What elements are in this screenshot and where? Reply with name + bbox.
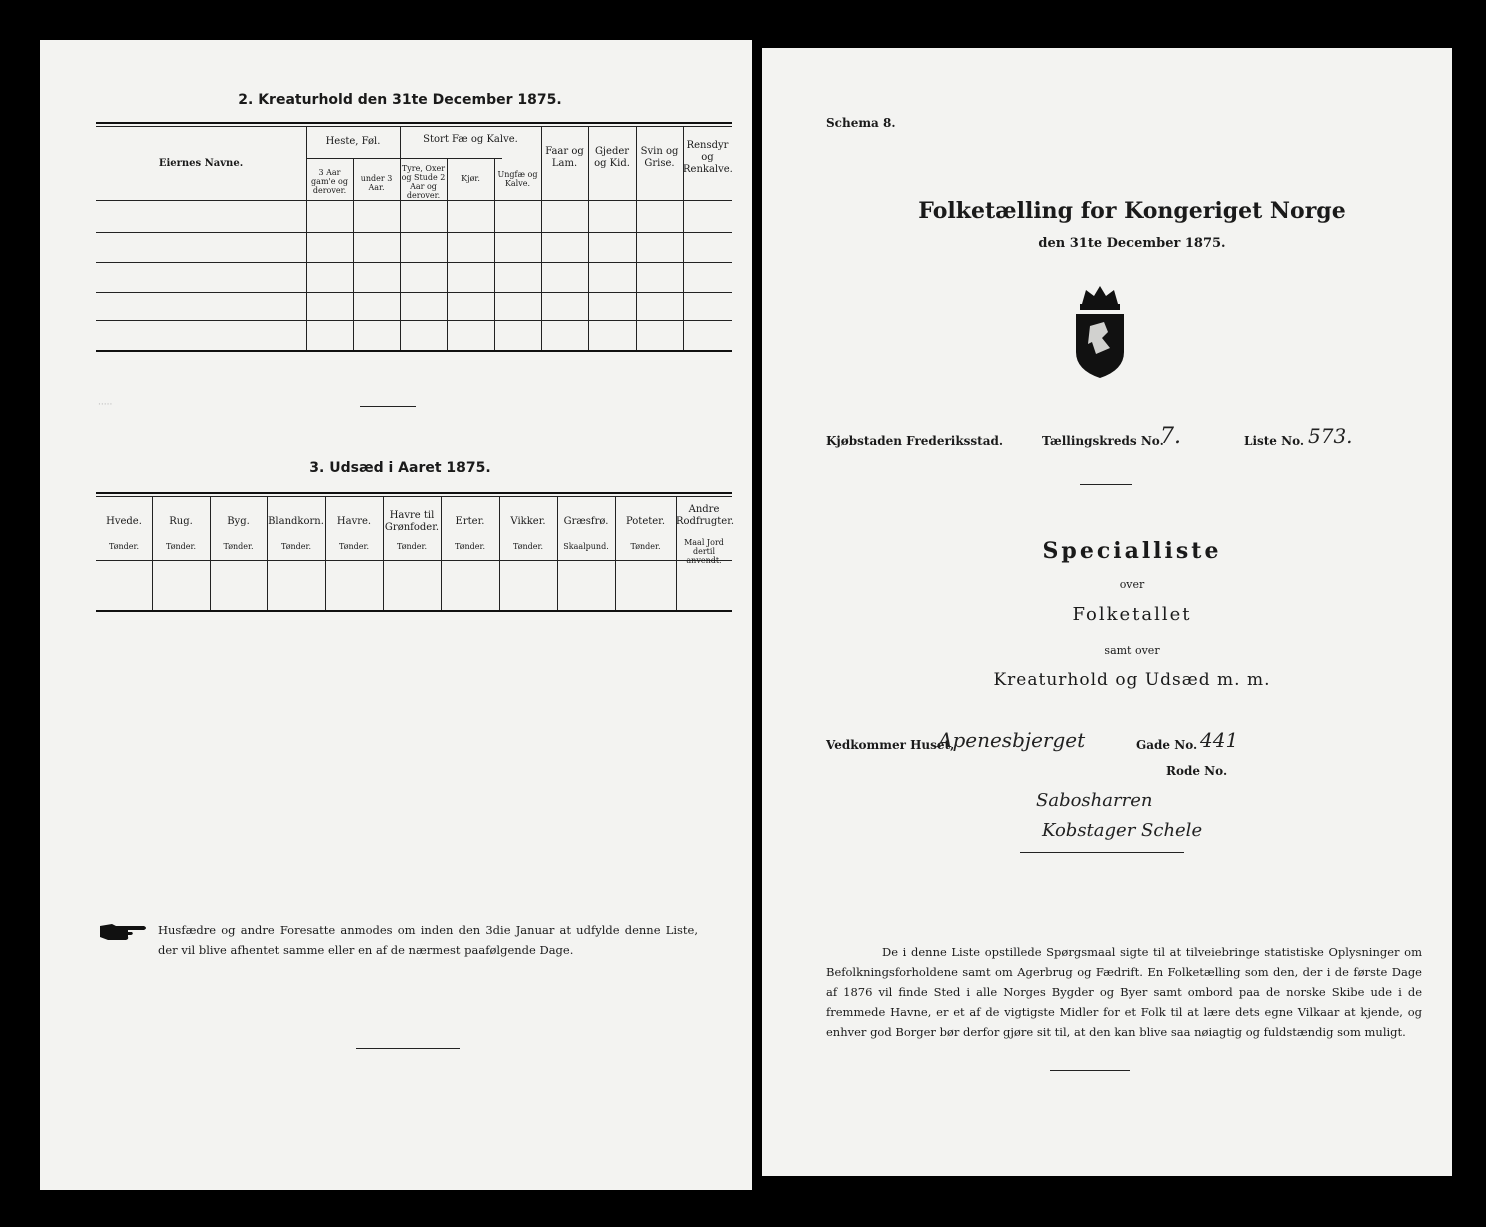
house-number: 441: [1200, 728, 1239, 752]
col-havre: Havre.: [336, 516, 372, 527]
reindeer-header: Rensdyr og Renkalve.: [683, 140, 733, 175]
handwritten-line-1: Sabosharren: [1036, 790, 1153, 811]
col-graesfro: Græsfrø.: [563, 516, 609, 527]
district-label: Tællingskreds No.: [1042, 434, 1164, 448]
house-street: Apenesbjerget: [938, 728, 1086, 752]
col-havre-gronfoder: Havre til Grønfoder.: [384, 510, 440, 533]
col-blandkorn-unit: Tønder.: [280, 542, 312, 551]
notice-text: Husfædre og andre Foresatte anmodes om inden den 3die Januar at udfylde denne Liste, der vil blive afhentet samme eller en af de nærmest paafølgende Dage.: [158, 923, 698, 957]
pointing-hand-icon: [98, 920, 150, 942]
municipality-label: Kjøbstaden Frederiksstad.: [826, 434, 1004, 448]
date-line: den 31te December 1875.: [1038, 236, 1226, 251]
col-hvede: Hvede.: [106, 516, 142, 527]
col-havre-unit: Tønder.: [338, 542, 370, 551]
col-rug-unit: Tønder.: [165, 542, 197, 551]
col-graesfro-unit: Skaalpund.: [563, 542, 609, 551]
samt-over: samt over: [1104, 644, 1160, 657]
oxen-header: Tyre, Oxer og Stude 2 Aar og derover.: [401, 164, 446, 200]
col-erter: Erter.: [455, 516, 485, 527]
over-1: over: [1119, 578, 1145, 591]
house-label: Vedkommer Huset,: [826, 738, 955, 752]
col-byg: Byg.: [227, 516, 250, 527]
col-erter-unit: Tønder.: [454, 542, 486, 551]
horses-header: Heste, Føl.: [325, 136, 381, 147]
list-value: 573.: [1308, 424, 1353, 448]
young-cattle-header: Ungfæ og Kalve.: [497, 170, 538, 188]
sheep-header: Faar og Lam.: [545, 146, 584, 169]
col-havre-gronfoder-unit: Tønder.: [396, 542, 428, 551]
separator: [1080, 484, 1132, 485]
bleed-through-text: ·····: [98, 400, 113, 410]
col-vikker: Vikker.: [510, 516, 546, 527]
list-label: Liste No.: [1244, 434, 1305, 448]
bottom-separator: [1050, 1070, 1130, 1071]
col-poteter: Poteter.: [625, 516, 666, 527]
district-value: 7.: [1160, 424, 1181, 449]
gade-label: Gade No.: [1136, 738, 1198, 752]
right-page: [762, 48, 1452, 1176]
col-byg-unit: Tønder.: [223, 542, 254, 551]
horses-over3-header: 3 Aar gam'e og derover.: [311, 168, 348, 195]
pigs-header: Svin og Grise.: [640, 146, 679, 169]
section3-title: 3. Udsæd i Aaret 1875.: [309, 460, 491, 476]
separator: [360, 406, 416, 407]
col-andre-rodfrugter: Andre Rodfrugter.: [676, 504, 735, 527]
rode-label: Rode No.: [1166, 764, 1228, 778]
bottom-separator: [356, 1048, 460, 1049]
col-poteter-unit: Tønder.: [630, 542, 661, 551]
col-blandkorn: Blandkorn.: [268, 516, 324, 527]
goats-header: Gjeder og Kid.: [594, 146, 630, 169]
folketallet-title: Folketallet: [1072, 604, 1192, 625]
col-hvede-unit: Tønder.: [108, 542, 140, 551]
section2-title: 2. Kreaturhold den 31te December 1875.: [238, 92, 562, 108]
special-title: Specialliste: [1042, 538, 1222, 564]
owner-names-header: Eiernes Navne.: [158, 158, 244, 169]
schema-label: Schema 8.: [826, 116, 896, 130]
cows-header: Kjør.: [461, 174, 480, 183]
main-title: Folketælling for Kongeriget Norge: [918, 198, 1346, 224]
col-vikker-unit: Tønder.: [512, 542, 544, 551]
signature-line: [1020, 852, 1184, 853]
col-andre-rodfrugter-unit: Maal Jord dertil anvendt.: [684, 538, 724, 565]
horses-under3-header: under 3 Aar.: [360, 174, 393, 192]
col-rug: Rug.: [169, 516, 193, 527]
cattle-header: Stort Fæ og Kalve.: [423, 134, 518, 145]
left-page: [40, 40, 752, 1190]
coat-of-arms-icon: [1066, 282, 1134, 382]
handwritten-line-2: Kobstager Schele: [1042, 820, 1203, 841]
kreaturhold-title: Kreaturhold og Udsæd m. m.: [993, 670, 1271, 690]
body-text: De i denne Liste opstillede Spørgsmaal sigte til at tilveiebringe statistiske Oplysninger om Befolkningsforholdene samt om Agerbrug og Fædrift. En Folketælling som den, der i de første Dage af 1876 vil finde Sted i alle Norges Bygder og Byer samt ombord paa de norske Skibe ude i de fremmede Havne, er et af de vigtigste Midler for et Folk til at lære dets egne Vilkaar at kjende, og enhver god Borger bør derfor gjøre sit til, at den kan blive saa nøiagtig og fuldstændig som muligt.: [826, 945, 1422, 1039]
